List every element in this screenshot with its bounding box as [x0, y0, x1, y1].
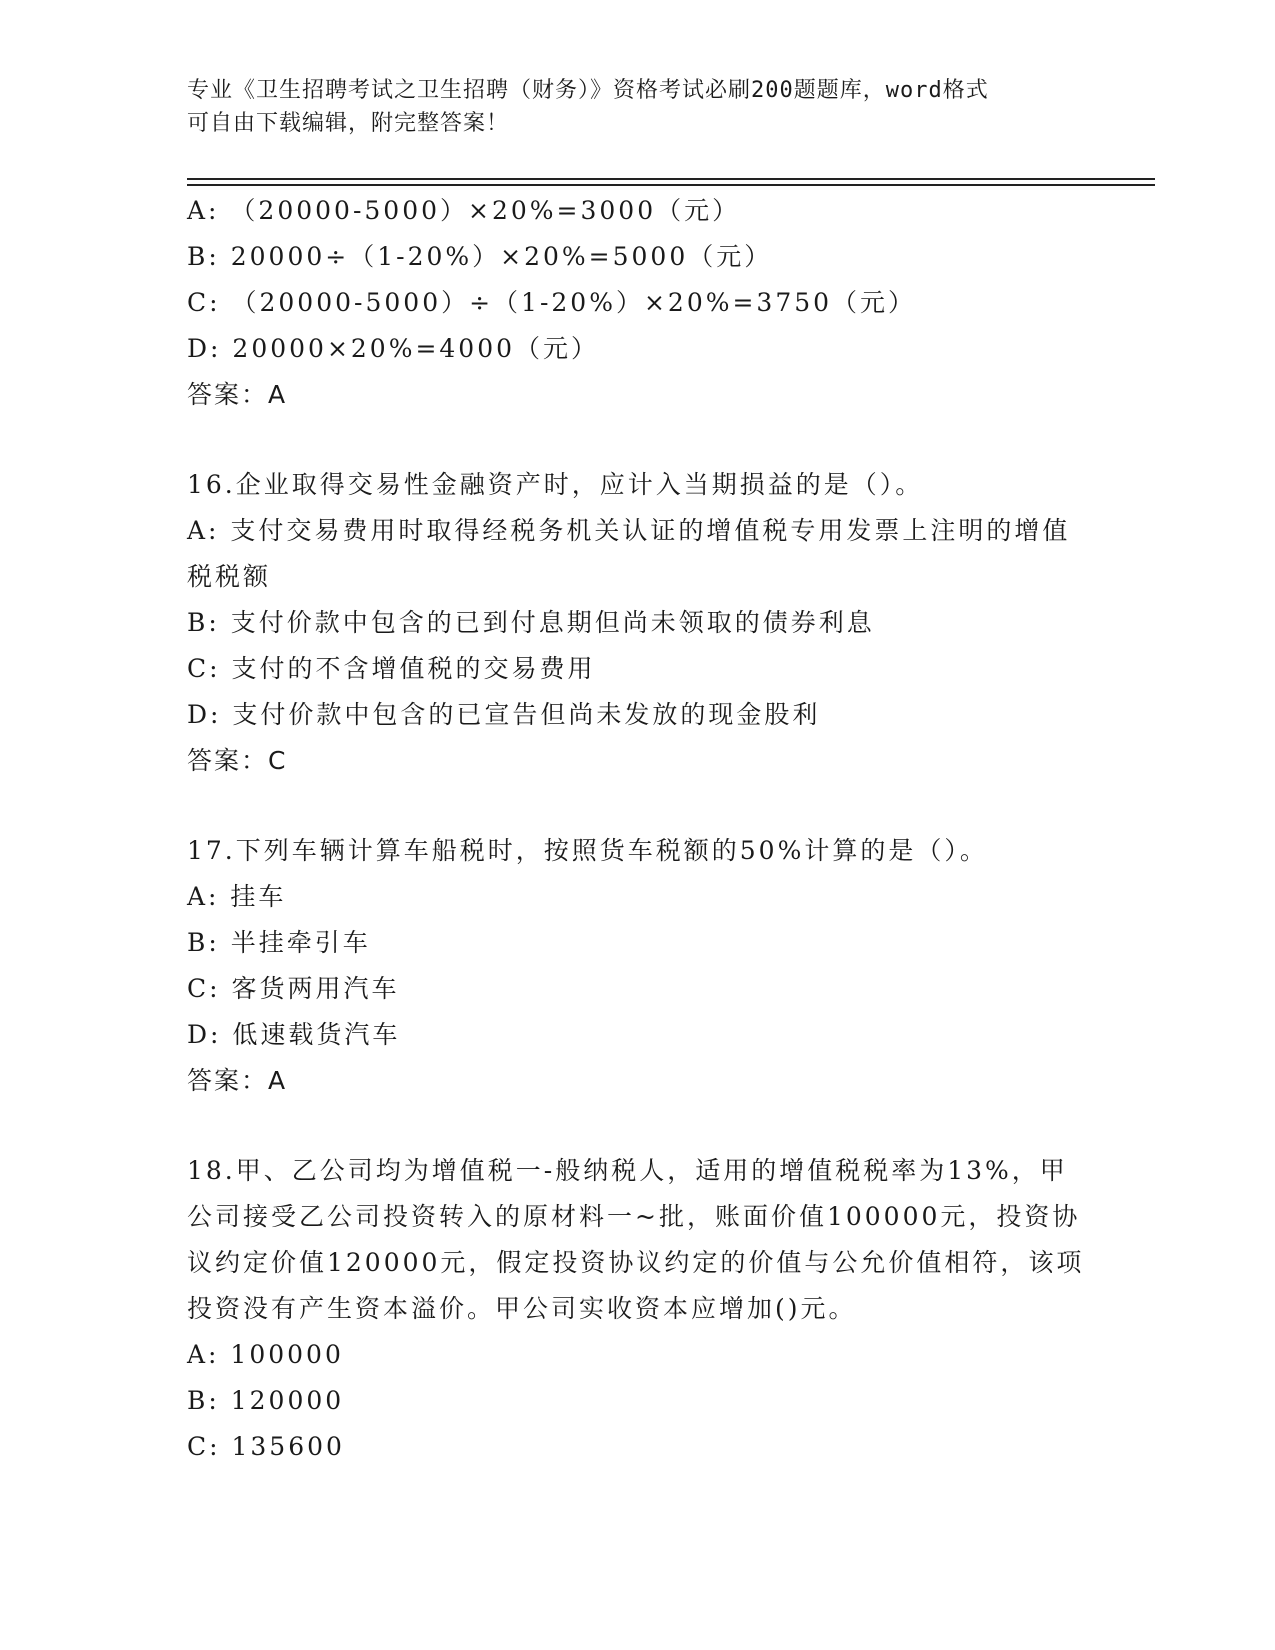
q15-option-b: B: 20000÷（1-20%）×20%=5000（元） — [187, 242, 773, 271]
header-divider-bottom — [187, 184, 1155, 186]
q17-answer: 答案：A — [187, 1066, 288, 1095]
q16-question: 16.企业取得交易性金融资产时，应计入当期损益的是（）。 — [187, 470, 924, 499]
question-15-block — [187, 188, 1087, 418]
q17-option-d: D: 低速载货汽车 — [187, 1020, 401, 1049]
q18-option-c: C: 135600 — [187, 1432, 345, 1461]
spacer — [187, 784, 1087, 828]
q16-answer: 答案：C — [187, 746, 288, 775]
q15-answer: 答案：A — [187, 380, 288, 409]
q17-option-b: B: 半挂牵引车 — [187, 928, 371, 957]
document-body — [187, 188, 1087, 1470]
header-line-2: 可自由下载编辑，附完整答案！ — [187, 111, 510, 136]
q16-option-b: B: 支付价款中包含的已到付息期但尚未领取的债券利息 — [187, 608, 875, 637]
question-17-block — [187, 828, 1087, 1104]
q15-option-d: D: 20000×20%=4000（元） — [187, 334, 600, 363]
q16-option-a: A: 支付交易费用时取得经税务机关认证的增值税专用发票上注明的增值税税额 — [187, 516, 1071, 591]
question-16-block — [187, 462, 1087, 784]
q18-question: 18.甲、乙公司均为增值税一-般纳税人，适用的增值税税率为13%，甲公司接受乙公司投资转入的原材料一~批，账面价值100000元，投资协议约定价值120000元，假定投资协议约定的价值与公允价值相符，该项投资没有产生资本溢价。甲公司实收资本应增加()元。 — [187, 1156, 1085, 1323]
q17-option-c: C: 客货两用汽车 — [187, 974, 400, 1003]
q17-option-a: A: 挂车 — [187, 882, 287, 911]
spacer — [187, 418, 1087, 462]
header-line-1: 专业《卫生招聘考试之卫生招聘（财务）》资格考试必刷200题题库，word格式 — [187, 78, 989, 103]
document-header — [187, 74, 1067, 140]
q18-option-a: A: 100000 — [187, 1340, 344, 1369]
q18-option-b: B: 120000 — [187, 1386, 345, 1415]
q16-option-c: C: 支付的不含增值税的交易费用 — [187, 654, 596, 683]
q15-option-c: C: （20000-5000）÷（1-20%）×20%=3750（元） — [187, 288, 917, 317]
question-18-block — [187, 1148, 1087, 1470]
spacer — [187, 1104, 1087, 1148]
q15-option-a: A: （20000-5000）×20%=3000（元） — [187, 196, 741, 225]
header-divider-top — [187, 178, 1155, 180]
q16-option-d: D: 支付价款中包含的已宣告但尚未发放的现金股利 — [187, 700, 821, 729]
q17-question: 17.下列车辆计算车船税时，按照货车税额的50%计算的是（）。 — [187, 836, 988, 865]
